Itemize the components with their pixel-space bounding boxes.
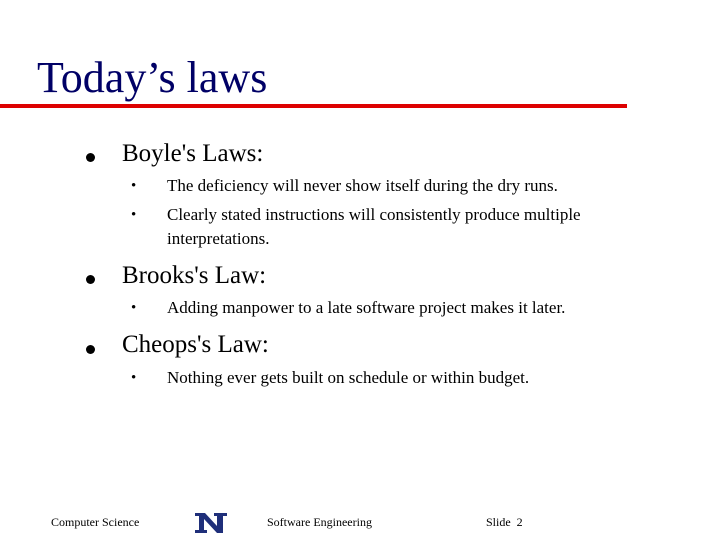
list-item: Nothing ever gets built on schedule or within budget. — [167, 368, 530, 387]
list-item: The deficiency will never show itself during the dry runs. — [167, 176, 558, 195]
section-bullet-icon — [86, 345, 95, 354]
sub-bullet-icon: • — [131, 178, 137, 194]
section-bullet-icon — [86, 275, 95, 284]
section-bullet-icon — [86, 153, 95, 162]
section-heading-cheops-law: Cheops's Law: — [122, 331, 269, 358]
list-item: Clearly stated instructions will consistently produce multiple interpretations. — [167, 205, 581, 248]
slide-title: Today’s laws — [37, 53, 268, 102]
sub-bullet-icon: • — [131, 207, 137, 223]
list-item: Adding manpower to a late software project makes it later. — [167, 298, 566, 317]
footer-center-text: Software Engineering — [267, 515, 372, 529]
slide-number: Slide 2 — [486, 515, 523, 529]
sub-bullet-icon: • — [131, 370, 137, 386]
university-n-logo-icon — [193, 510, 229, 536]
footer-left-text: Computer Science — [51, 515, 140, 529]
title-underline — [0, 104, 627, 108]
section-heading-boyles-laws: Boyle's Laws: — [122, 140, 264, 167]
sub-bullet-icon: • — [131, 300, 137, 316]
section-heading-brooks-law: Brooks's Law: — [122, 262, 267, 289]
